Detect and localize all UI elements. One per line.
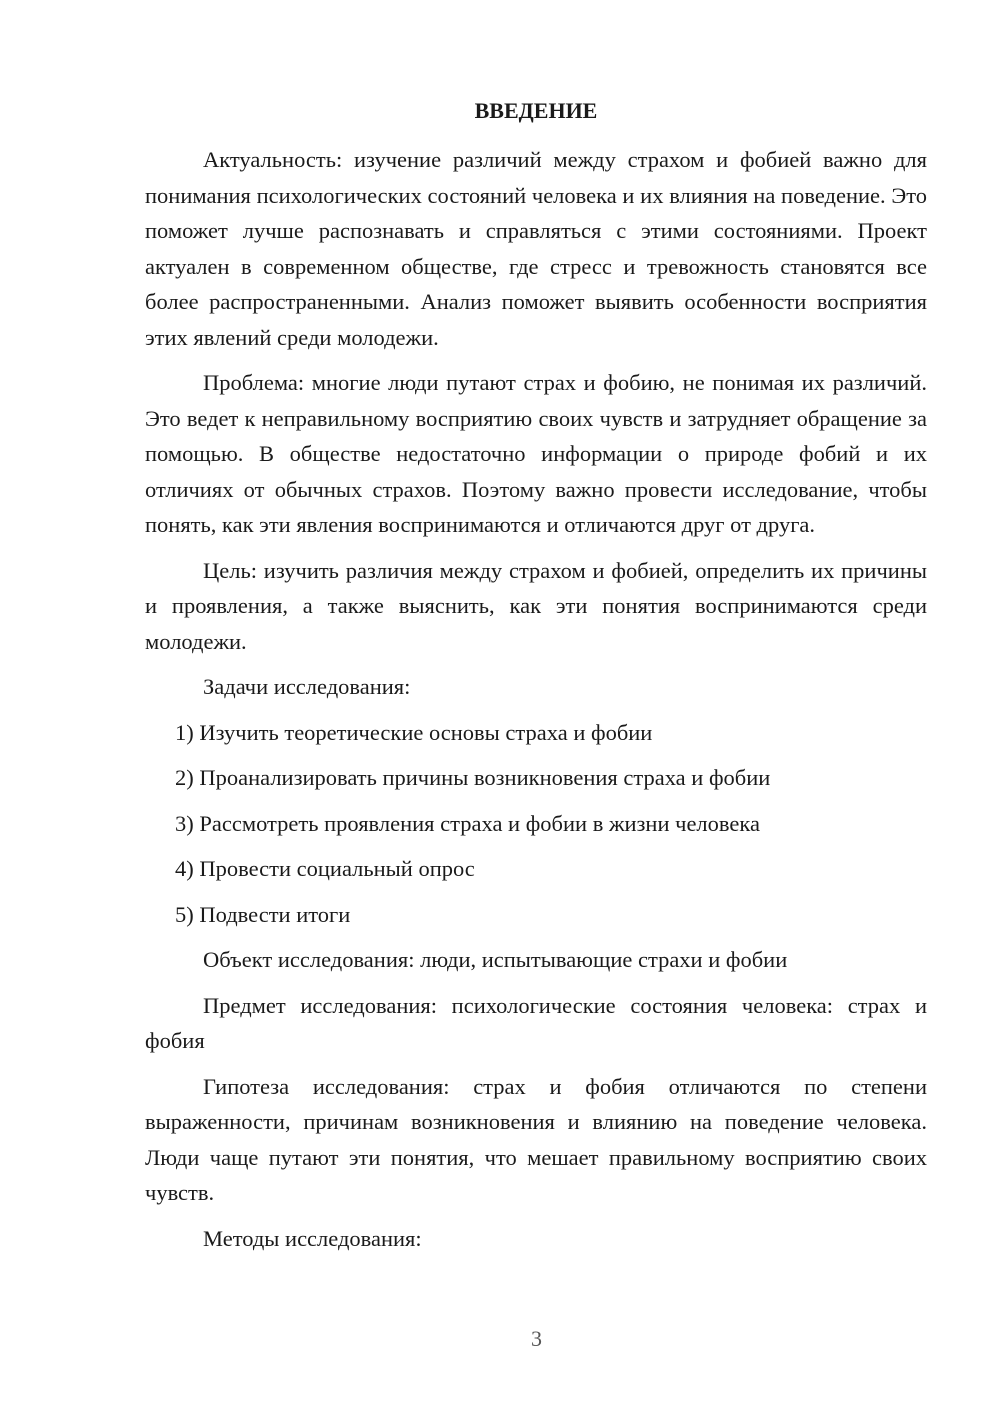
- methods-heading: Методы исследования:: [203, 1225, 422, 1251]
- task-item: 1) Изучить теоретические основы страха и фобии: [175, 719, 653, 745]
- page-number: 3: [531, 1326, 542, 1351]
- subject-paragraph: Предмет исследования: психологические состояния человека: страх и фобия: [145, 992, 927, 1053]
- task-item: 3) Рассмотреть проявления страха и фобии в жизни человека: [175, 810, 760, 836]
- tasks-heading: Задачи исследования:: [203, 674, 411, 699]
- problem-paragraph: Проблема: многие люди путают страх и фобию, не понимая их различий. Это ведет к неправильному восприятию своих чувств и затрудняет обращение за помощью. В обществе недостаточно информации о природе фобий и их отличиях от обычных страхов. Поэтому важно провести исследование, чтобы понять, как эти явления воспринимаются и отличаются друг от друга.: [145, 370, 927, 537]
- task-item: 2) Проанализировать причины возникновения страха и фобии: [175, 765, 771, 790]
- object-paragraph: Объект исследования: люди, испытывающие страхи и фобии: [203, 947, 788, 972]
- task-item: 5) Подвести итоги: [175, 901, 351, 927]
- task-item: 4) Провести социальный опрос: [175, 856, 475, 881]
- section-title: ВВЕДЕНИЕ: [474, 98, 598, 123]
- tasks-list: [145, 715, 927, 933]
- relevance-paragraph: Актуальность: изучение различий между страхом и фобией важно для понимания психологических состояний человека и их влияния на поведение. Это поможет лучше распознавать и справляться с этими состояниями. Проект актуален в современном обществе, где стресс и тревожность становятся все более распространенными. Анализ поможет выявить особенности восприятия этих явлений среди молодежи.: [145, 147, 927, 350]
- hypothesis-paragraph: Гипотеза исследования: страх и фобия отличаются по степени выраженности, причинам возникновения и влиянию на поведение человека. Люди чаще путают эти понятия, что мешает правильному восприятию своих чувств.: [145, 1073, 927, 1205]
- document-page: [145, 95, 927, 1266]
- goal-paragraph: Цель: изучить различия между страхом и фобией, определить их причины и проявления, а также выяснить, как эти понятия воспринимаются среди молодежи.: [145, 557, 927, 654]
